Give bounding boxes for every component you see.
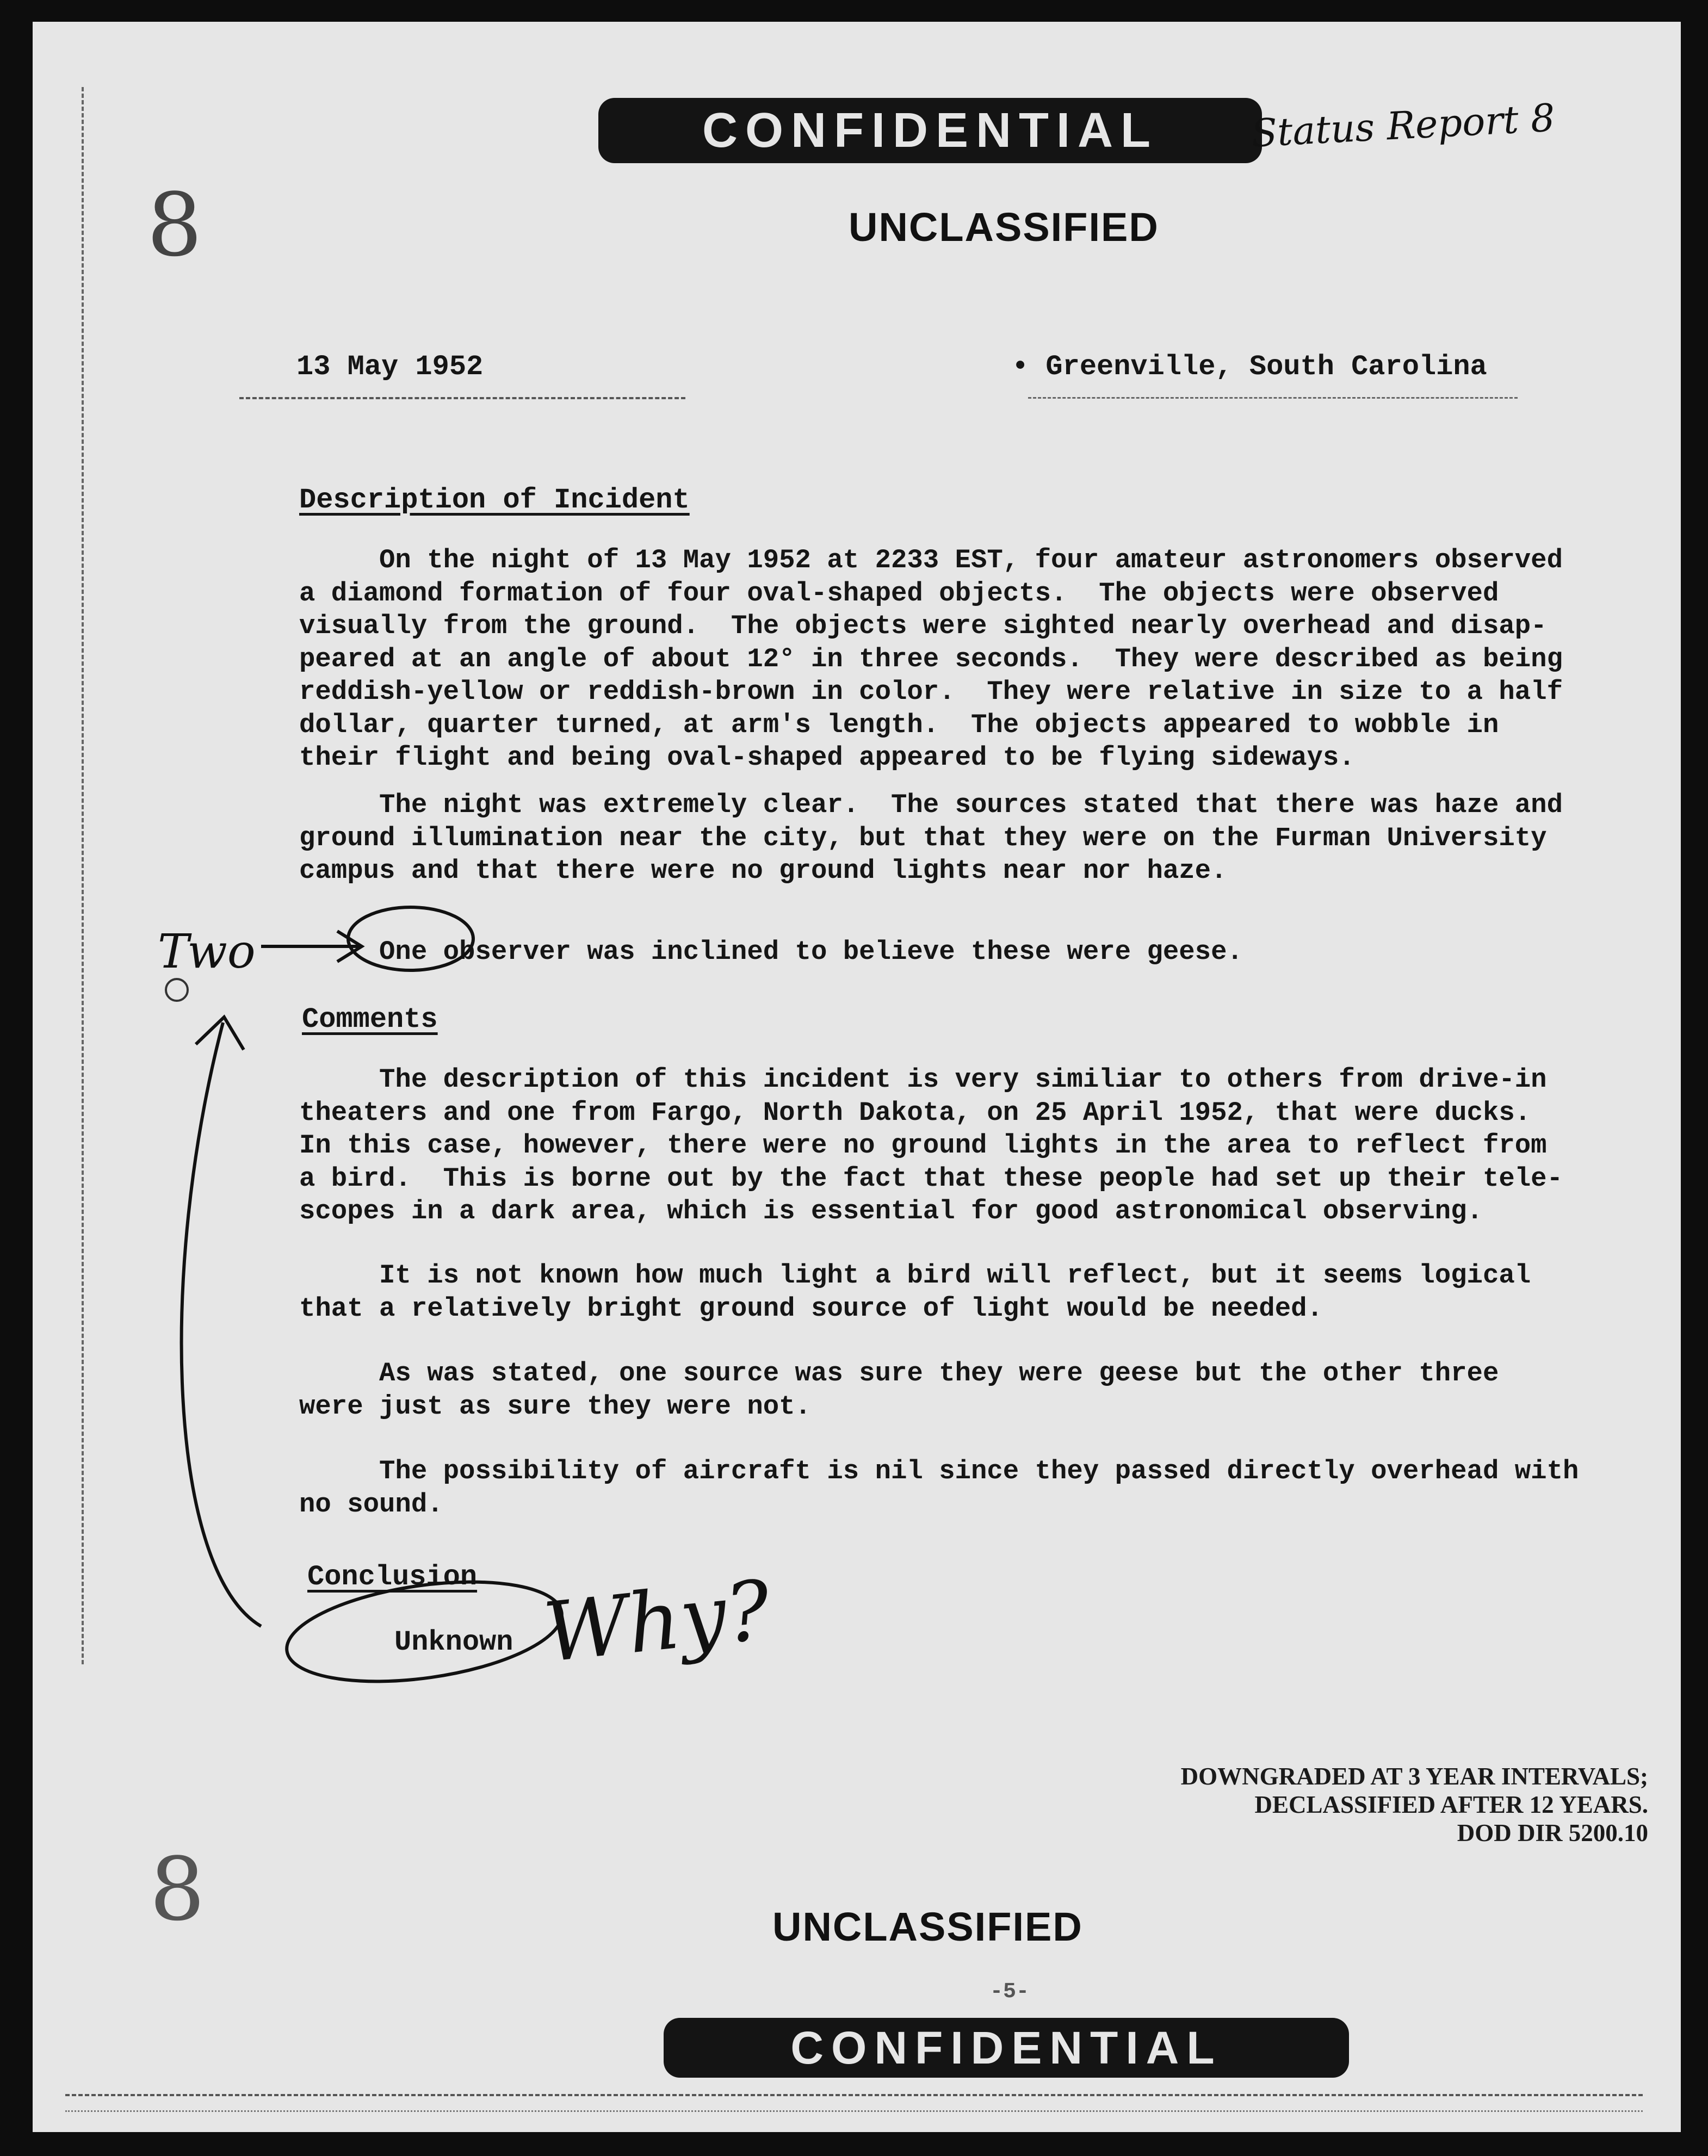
page-number: -5- (990, 1980, 1030, 2004)
description-paragraph-3: One observer was inclined to believe these were geese. (299, 937, 1243, 967)
document-page (33, 22, 1681, 2132)
downgrade-stamp: DOWNGRADED AT 3 YEAR INTERVALS; DECLASSIFIED AFTER 12 YEARS. DOD DIR 5200.10 (1180, 1763, 1648, 1847)
description-paragraph-2: The night was extremely clear. The sources stated that there was haze and ground illumination near the city, but that they were on the Furman University campus and that there were no ground lights near nor haze. (299, 790, 1563, 886)
comments-paragraph-2: It is not known how much light a bird will reflect, but it seems logical that a relatively bright ground source of light would be needed. (299, 1260, 1531, 1324)
description-paragraph-1: On the night of 13 May 1952 at 2233 EST, four amateur astronomers observed a diamond formation of four oval-shaped objects. The objects were observed visually from the ground. The objects were sighted nearly overhead and disap- peared at an angle of about 12° in three seconds. They were described as being reddish-yellow or reddish-brown in color. They were relative in size to a half dollar, quarter turned, at arm's length. The objects appeared to wobble in their flight and being oval-shaped appeared to be flying sideways. (299, 545, 1563, 773)
handwritten-why: Why? (540, 1563, 775, 1681)
bottom-classification: UNCLASSIFIED (772, 1904, 1083, 1949)
top-classification: UNCLASSIFIED (849, 205, 1159, 250)
bottom-margin-mark: 8 (150, 1838, 205, 1940)
handwritten-two: Two (158, 925, 256, 979)
comments-heading: Comments (302, 1003, 438, 1036)
top-redacted-marking: CONFIDENTIAL (598, 98, 1262, 163)
comments-paragraph-4: The possibility of aircraft is nil since they passed directly overhead with no sound. (299, 1456, 1579, 1520)
top-margin-mark: 8 (147, 174, 202, 276)
bottom-rule-2 (65, 2110, 1643, 2112)
bottom-redacted-marking: CONFIDENTIAL (664, 2018, 1349, 2078)
report-date: 13 May 1952 (296, 351, 484, 383)
bottom-rule-1 (65, 2094, 1643, 2096)
report-location: • Greenville, South Carolina (1012, 351, 1487, 383)
comments-paragraph-3: As was stated, one source was sure they were geese but the other three were just as sure they were not. (299, 1358, 1499, 1422)
handwritten-status-note: Status Report 8 (1250, 95, 1556, 156)
conclusion-heading: Conclusion (307, 1561, 478, 1593)
description-heading: Description of Incident (299, 484, 690, 516)
comments-paragraph-1: The description of this incident is very similiar to others from drive-in theaters and one from Fargo, North Dakota, on 25 April 1952, that were ducks. In this case, however, there were no ground lights in the area to reflect from a bird. This is borne out by the fact that these people had set up their tele- scopes in a dark area, which is essential for good astronomical observing. (299, 1064, 1563, 1226)
conclusion-value: Unknown (394, 1626, 513, 1658)
